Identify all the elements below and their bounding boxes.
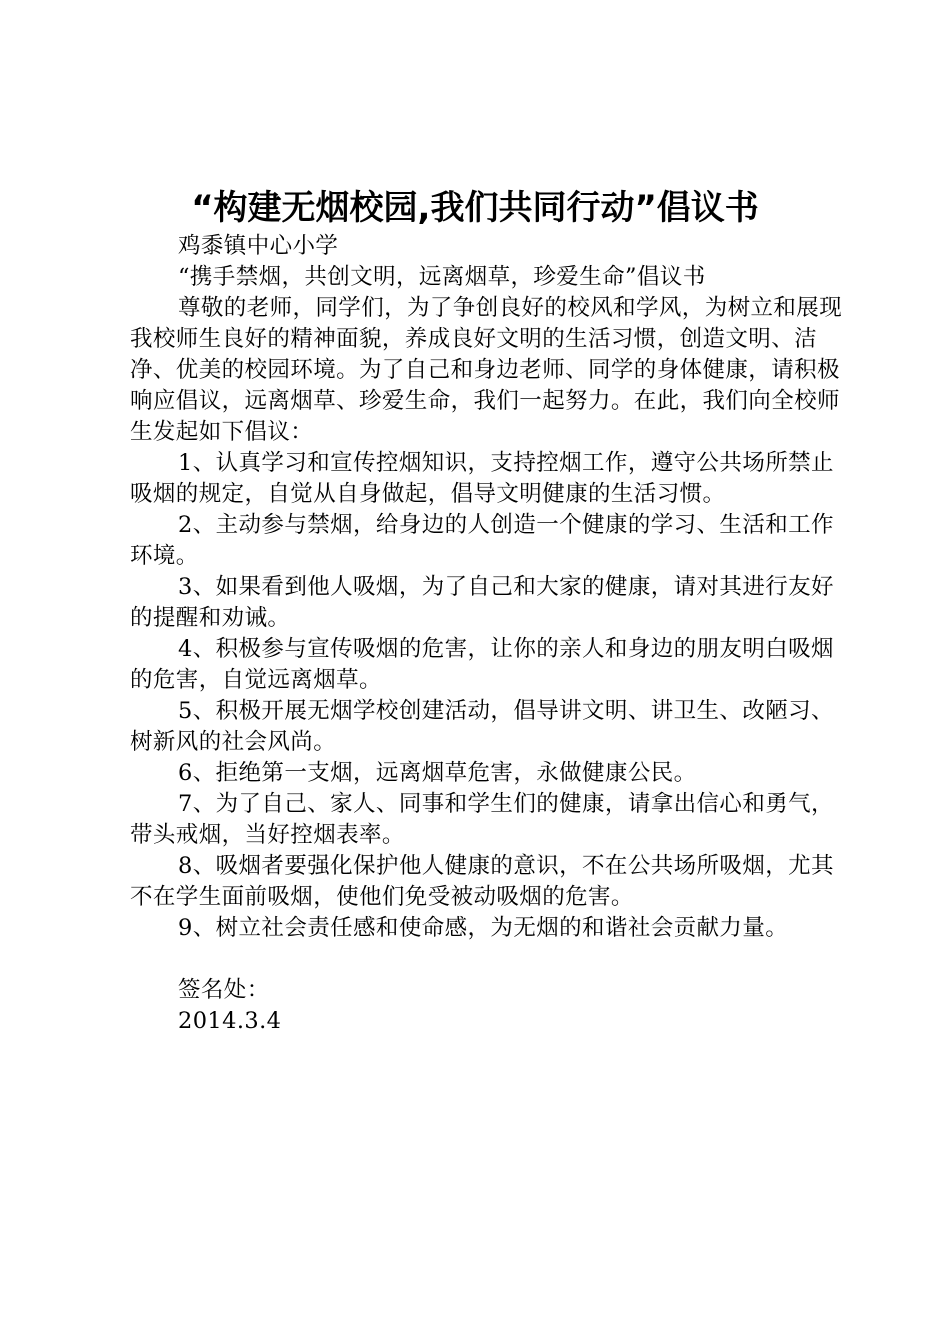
proposal-item-5: 5、积极开展无烟学校创建活动，倡导讲文明、讲卫生、改陋习、树新风的社会风尚。 [130, 698, 834, 755]
proposal-item-8: 8、吸烟者要强化保护他人健康的意识，不在公共场所吸烟，尤其不在学生面前吸烟，使他们免受被动吸烟的危害。 [130, 853, 834, 910]
school-name: 鸡黍镇中心小学 [178, 233, 339, 259]
proposal-item-7: 7、为了自己、家人、同事和学生们的健康，请拿出信心和勇气，带头戒烟，当好控烟表率。 [130, 791, 834, 848]
proposal-item-1: 1、认真学习和宣传控烟知识，支持控烟工作，遵守公共场所禁止吸烟的规定，自觉从自身做起，倡导文明健康的生活习惯。 [130, 450, 834, 507]
spacer [130, 944, 848, 975]
document-title: “构建无烟校园,我们共同行动”倡议书 [191, 188, 759, 228]
intro-paragraph: 尊敬的老师，同学们，为了争创良好的校风和学风，为树立和展现我校师生良好的精神面貌，养成良好文明的生活习惯，创造文明、洁净、优美的校园环境。为了自己和身边老师、同学的身体健康，请积极响应倡议，远离烟草、珍爱生命，我们一起努力。在此，我们向全校师生发起如下倡议： [130, 295, 843, 445]
proposal-item-2: 2、主动参与禁烟，给身边的人创造一个健康的学习、生活和工作环境。 [130, 512, 834, 569]
document-date: 2014.3.4 [178, 1008, 282, 1034]
signature-label: 签名处： [178, 977, 270, 1003]
subtitle: “携手禁烟，共创文明，远离烟草，珍爱生命”倡议书 [178, 264, 706, 290]
proposal-item-9: 9、树立社会责任感和使命感，为无烟的和谐社会贡献力量。 [178, 915, 789, 941]
proposal-item-4: 4、积极参与宣传吸烟的危害，让你的亲人和身边的朋友明白吸烟的危害，自觉远离烟草。 [130, 636, 834, 693]
proposal-item-6: 6、拒绝第一支烟，远离烟草危害，永做健康公民。 [178, 760, 697, 786]
proposal-item-3: 3、如果看到他人吸烟，为了自己和大家的健康，请对其进行友好的提醒和劝诫。 [130, 574, 834, 631]
document-body [130, 231, 848, 1037]
